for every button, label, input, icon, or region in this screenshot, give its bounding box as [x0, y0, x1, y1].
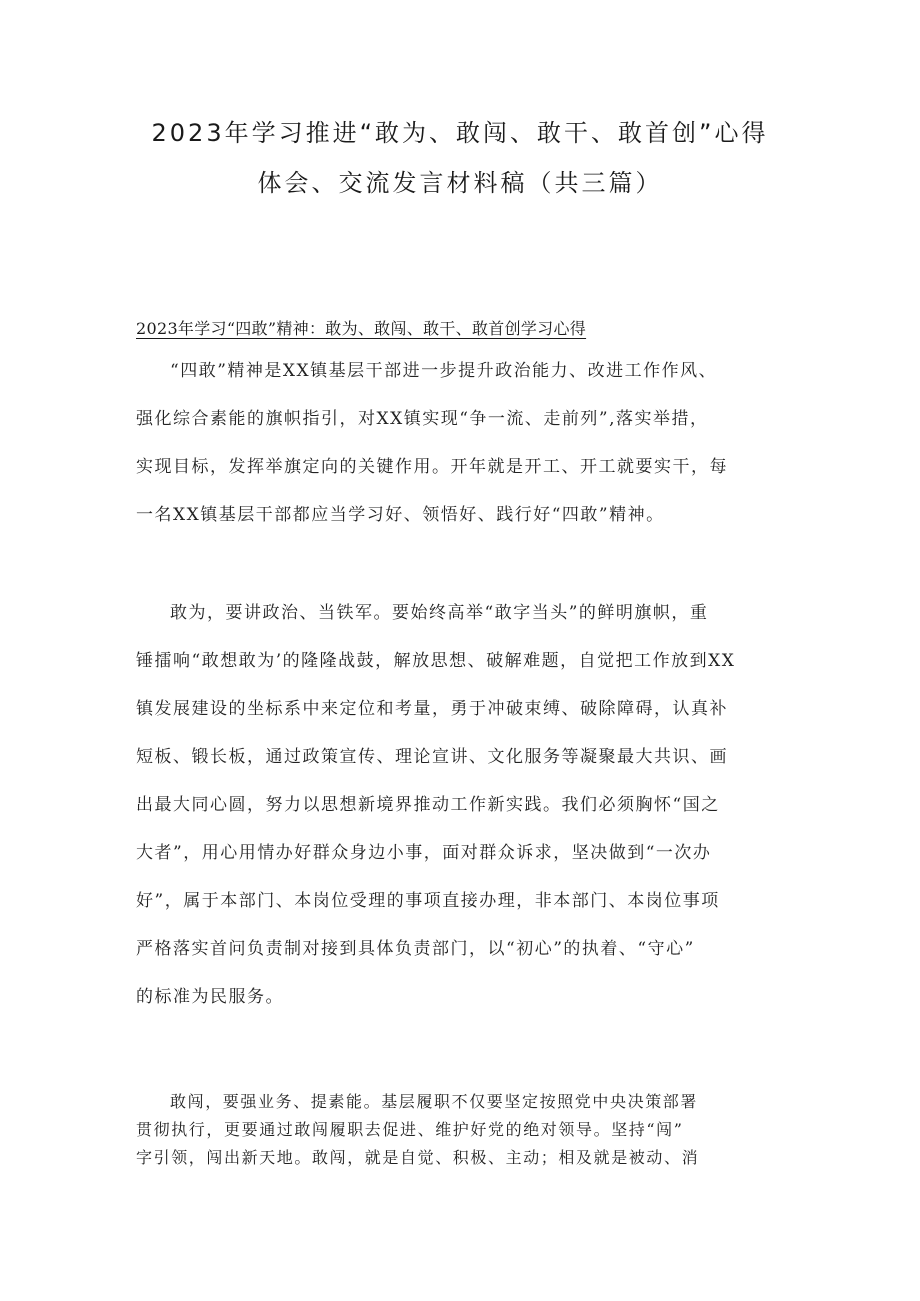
- paragraph-1-line: 一名XX镇基层干部都应当学习好、领悟好、践行好“四敢”精神。: [136, 505, 665, 525]
- paragraph-2-line: 锤擂响“敢想敢为’的隆隆战鼓，解放思想、破解难题，自觉把工作放到XX: [136, 651, 736, 671]
- paragraph-1-line: 实现目标，发挥举旗定向的关键作用。开年就是开工、开工就要实干，每: [136, 457, 728, 477]
- paragraph-2-line: 镇发展建设的坐标系中来定位和考量，勇于冲破束缚、破除障碍，认真补: [136, 699, 728, 719]
- paragraph-3-line: 字引领，闯出新天地。敢闯，就是自觉、积极、主动；相及就是被动、消: [136, 1148, 700, 1167]
- paragraph-2-line: 出最大同心圆，努力以思想新境界推动工作新实践。我们必须胸怀“国之: [136, 795, 720, 815]
- section-heading: 2023年学习“四敢”精神：敢为、敢闯、敢干、敢首创学习心得: [136, 319, 587, 338]
- document-title-line-1: 2023年学习推进“敢为、敢闯、敢干、敢首创”心得: [151, 119, 769, 147]
- paragraph-2-line: 严格落实首问负责制对接到具体负责部门，以“初心”的执着、“守心”: [136, 939, 695, 959]
- paragraph-2-line: 的标准为民服务。: [136, 987, 284, 1007]
- document-title-line-2: 体会、交流发言材料稿（共三篇）: [257, 169, 663, 197]
- paragraph-1-line: 强化综合素能的旗帜指引，对XX镇实现“争一流、走前列”,落实举措，: [136, 409, 709, 429]
- paragraph-2-line: 短板、锻长板，通过政策宣传、理论宣讲、文化服务等凝聚最大共识、画: [136, 747, 728, 767]
- paragraph-3-line: 贯彻执行，更要通过敢闯履职去促进、维护好党的绝对领导。坚持“闯”: [136, 1120, 684, 1139]
- paragraph-2-line: 敢为，要讲政治、当铁军。要始终高举“敢字当头”的鲜明旗帜，重: [170, 603, 709, 623]
- paragraph-2-line: 大者”，用心用情办好群众身边小事，面对群众诉求，坚决做到“一次办: [136, 843, 712, 863]
- paragraph-1-line: “四敢”精神是XX镇基层干部进一步提升政治能力、改进工作作风、: [170, 361, 718, 381]
- paragraph-3-line: 敢闯，要强业务、提素能。基层履职不仅要坚定按照党中央决策部署: [170, 1092, 699, 1111]
- paragraph-2-line: 好”，属于本部门、本岗位受理的事项直接办理，非本部门、本岗位事项: [136, 891, 720, 911]
